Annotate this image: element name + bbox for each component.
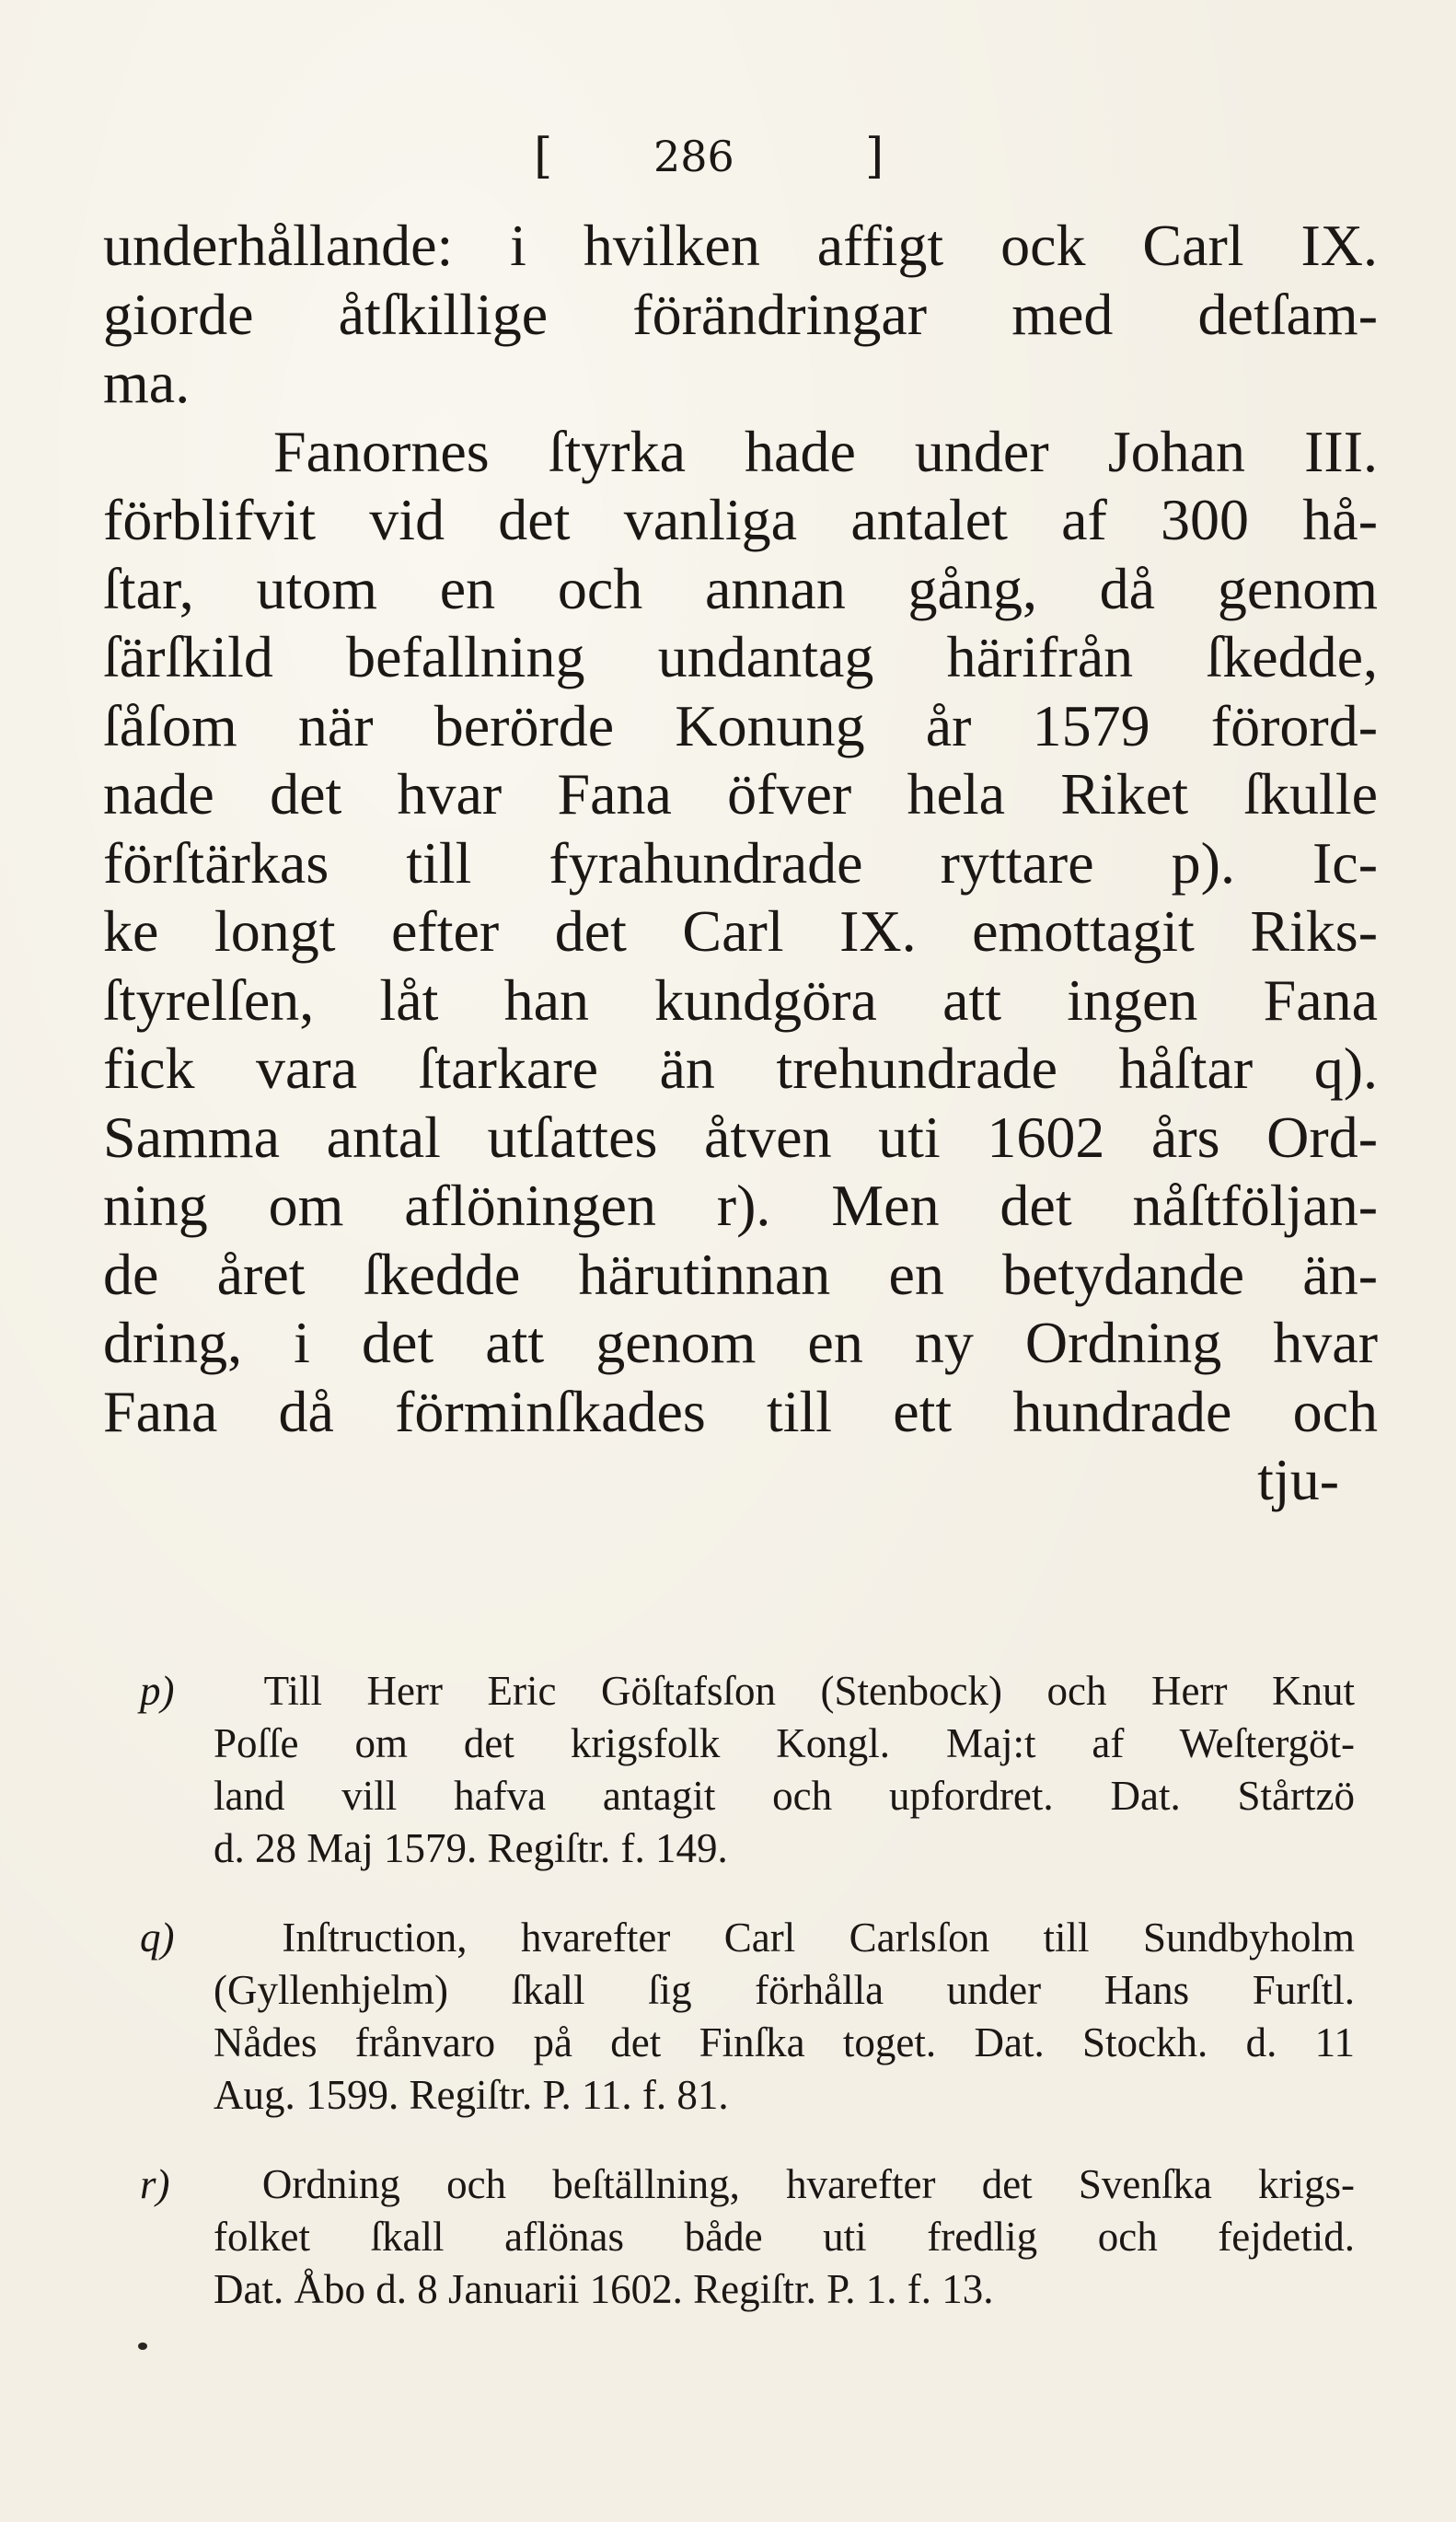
header-bracket-right: ] [865, 129, 884, 184]
footnote-text: Inſtruction, hvarefter Carl Carlsſon till Sundbyholm [282, 1915, 1356, 1961]
text-line: dring, i det att genom en ny Ordning hvar [103, 1310, 1378, 1375]
text-line: giorde åtſkillige förändringar med detſam- [103, 281, 1378, 347]
text-line: Fana då förminſkades till ett hundrade och [103, 1378, 1378, 1444]
text-line: de året ſkedde härutinnan en betydande än- [103, 1241, 1378, 1307]
footnote-line: (Gyllenhjelm) ſkall ſig förhålla under Hans Furſtl. [214, 1967, 1355, 2013]
footnotes [140, 1665, 1355, 2353]
text-line: fick vara ſtarkare än trehundrade håſtar q). [103, 1035, 1378, 1101]
footnote-line: folket ſkall aflönas både uti fredlig och fejdetid. [214, 2214, 1355, 2260]
footnote-line [140, 1665, 1355, 1718]
text-line: förſtärkas till fyrahundrade ryttare p). Ic- [103, 829, 1378, 896]
footnote-q [140, 1912, 1355, 2122]
text-line: ſärſkild befallning undantag härifrån ſkedde, [103, 624, 1378, 689]
ink-speck [138, 2343, 147, 2350]
header-bracket-left: [ [534, 129, 553, 184]
text-line: ſåſom när berörde Konung år 1579 förord- [103, 692, 1378, 758]
page-header [534, 120, 920, 193]
text-line: ma. [103, 350, 191, 415]
footnote-line: Aug. 1599. Regiſtr. P. 11. f. 81. [214, 2072, 729, 2118]
text-line: ke longt efter det Carl IX. emottagit Riks- [103, 898, 1378, 964]
footnote-r [140, 2158, 1355, 2316]
footnote-text: Till Herr Eric Göſtafsſon (Stenbock) och Herr Knut [263, 1668, 1356, 1714]
footnote-p [140, 1665, 1355, 1875]
text-line: förblifvit vid det vanliga antalet af 300 hå- [103, 487, 1378, 552]
footnote-line: Dat. Åbo d. 8 Januarii 1602. Regiſtr. P. 1. f. 13. [214, 2266, 994, 2312]
footnote-text: Ordning och beſtällning, hvarefter det Svenſka krigs- [261, 2161, 1356, 2207]
footnote-mark: p) [140, 1668, 175, 1714]
footnote-mark: r) [140, 2161, 170, 2207]
footnote-mark: q) [140, 1915, 175, 1961]
text-line: Fanornes ſtyrka hade under Johan III. [273, 418, 1378, 484]
text-line: ſtyrelſen, låt han kundgöra att ingen Fana [103, 966, 1378, 1033]
text-line: ſtar, utom en och annan gång, då genom [103, 555, 1378, 621]
footnote-line: land vill hafva antagit och upfordret. Dat. Stårtzö [214, 1773, 1355, 1819]
footnote-line: Nådes frånvaro på det Finſka toget. Dat. Stockh. d. 11 [214, 2019, 1355, 2065]
footnote-line: Poſſe om det krigsfolk Kongl. Maj:t af Weſtergöt- [214, 1720, 1355, 1766]
catchword: tju- [1257, 1447, 1339, 1512]
page-number: 286 [653, 132, 734, 181]
main-text [103, 212, 1378, 1515]
footnote-line: d. 28 Maj 1579. Regiſtr. f. 149. [214, 1825, 728, 1871]
text-line: Samma antal utſattes åtven uti 1602 års Ord- [103, 1104, 1378, 1170]
text-line: nade det hvar Fana öfver hela Riket ſkulle [103, 761, 1378, 827]
footnote-line [140, 2158, 1355, 2211]
text-line: underhållande: i hvilken affigt ock Carl IX. [103, 213, 1378, 278]
text-line: ning om aflöningen r). Men det nåſtföljan- [103, 1173, 1378, 1238]
footnote-line [140, 1912, 1355, 1964]
